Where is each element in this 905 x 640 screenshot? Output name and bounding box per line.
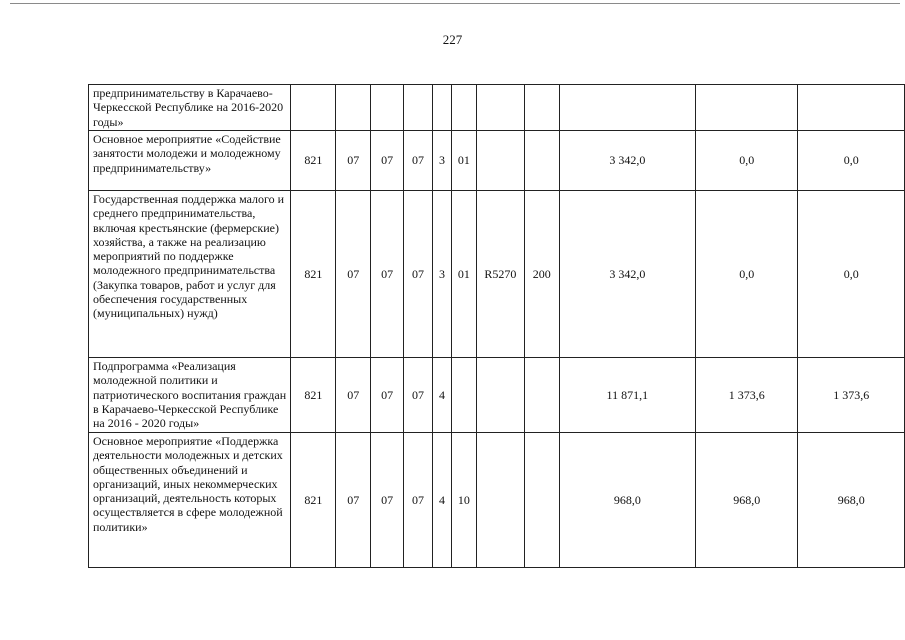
cell-subsection: 07	[371, 433, 404, 568]
cell-program: 07	[404, 191, 433, 358]
cell-expense-type	[524, 131, 559, 191]
cell-sum-2019: 1 373,6	[695, 358, 797, 433]
cell-target	[476, 131, 524, 191]
cell-target	[476, 358, 524, 433]
table-row	[89, 433, 905, 568]
cell-target	[476, 433, 524, 568]
cell-subprogram: 3	[432, 191, 451, 358]
cell-sum-2019: 968,0	[695, 433, 797, 568]
budget-table	[88, 84, 905, 568]
cell-ministry: 821	[291, 358, 336, 433]
cell-expense-type	[524, 433, 559, 568]
cell-measure: 10	[451, 433, 476, 568]
table-row	[89, 85, 905, 131]
cell-ministry: 821	[291, 131, 336, 191]
row-name: предпринимательству в Карачаево-Черкесской Республике на 2016-2020 годы»	[89, 85, 291, 131]
cell-ministry: 821	[291, 191, 336, 358]
row-name: Государственная поддержка малого и среднего предпринимательства, включая крестьянские (фермерские) хозяйства, а также на реализацию мероприятий по поддержке молодежного предпринимательства (Закупка товаров, работ и услуг для обеспечения государственных (муниципальных) нужд)	[89, 191, 291, 358]
page-number: 227	[442, 32, 463, 47]
cell-sum-2020: 1 373,6	[798, 358, 905, 433]
cell-subsection: 07	[371, 358, 404, 433]
cell-section: 07	[336, 131, 371, 191]
cell-target: R5270	[476, 191, 524, 358]
cell-sum-2018: 3 342,0	[559, 131, 695, 191]
row-name: Основное мероприятие «Поддержка деятельности молодежных и детских общественных объединений и организаций, иных некоммерческих организаций, деятельность которых осуществляется в сфере молодежной политики»	[89, 433, 291, 568]
cell-subprogram: 4	[432, 358, 451, 433]
cell-expense-type: 200	[524, 191, 559, 358]
cell-subsection: 07	[371, 131, 404, 191]
cell-sum-2018	[559, 85, 695, 131]
cell-section: 07	[336, 358, 371, 433]
cell-sum-2018: 11 871,1	[559, 358, 695, 433]
cell-measure	[451, 358, 476, 433]
cell-measure: 01	[451, 191, 476, 358]
cell-sum-2020: 968,0	[798, 433, 905, 568]
cell-subsection	[371, 85, 404, 131]
cell-measure: 01	[451, 131, 476, 191]
cell-section: 07	[336, 433, 371, 568]
cell-target	[476, 85, 524, 131]
cell-sum-2020: 0,0	[798, 191, 905, 358]
table-row	[89, 191, 905, 358]
cell-sum-2019: 0,0	[695, 131, 797, 191]
row-name: Подпрограмма «Реализация молодежной политики и патриотического воспитания граждан в Карачаево-Черкесской Республике на 2016 - 2020 годы»	[89, 358, 291, 433]
cell-section: 07	[336, 191, 371, 358]
cell-program: 07	[404, 433, 433, 568]
cell-ministry	[291, 85, 336, 131]
cell-subsection: 07	[371, 191, 404, 358]
table-row	[89, 358, 905, 433]
cell-sum-2020	[798, 85, 905, 131]
table-row	[89, 131, 905, 191]
row-name: Основное мероприятие «Содействие занятости молодежи и молодежному предпринимательству»	[89, 131, 291, 191]
cell-expense-type	[524, 85, 559, 131]
cell-sum-2019: 0,0	[695, 191, 797, 358]
cell-sum-2020: 0,0	[798, 131, 905, 191]
cell-sum-2018: 3 342,0	[559, 191, 695, 358]
cell-measure	[451, 85, 476, 131]
cell-program: 07	[404, 131, 433, 191]
cell-sum-2018: 968,0	[559, 433, 695, 568]
cell-program	[404, 85, 433, 131]
cell-program: 07	[404, 358, 433, 433]
cell-expense-type	[524, 358, 559, 433]
cell-ministry: 821	[291, 433, 336, 568]
top-rule	[10, 3, 900, 4]
cell-section	[336, 85, 371, 131]
cell-subprogram: 3	[432, 131, 451, 191]
cell-subprogram	[432, 85, 451, 131]
cell-sum-2019	[695, 85, 797, 131]
cell-subprogram: 4	[432, 433, 451, 568]
